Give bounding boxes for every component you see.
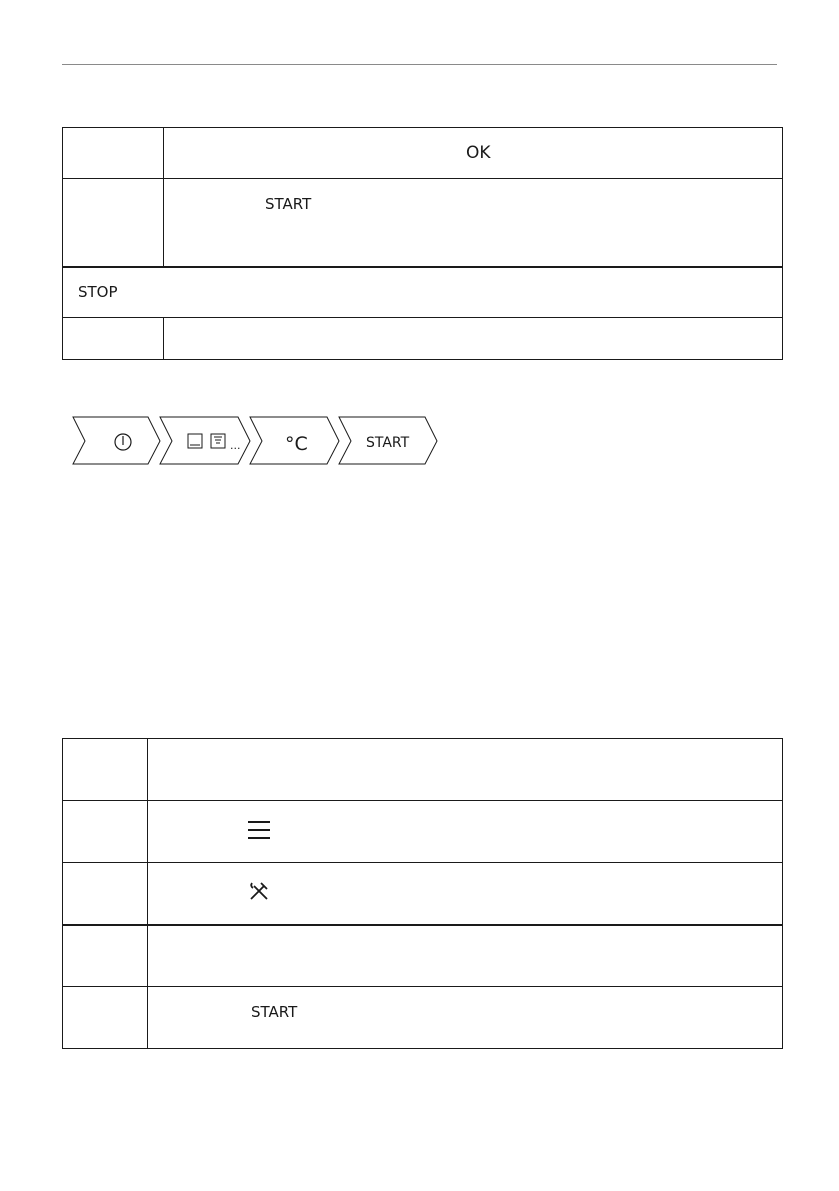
table-row [63,925,783,987]
heating-function-icons [188,434,225,448]
step-cell [63,987,148,1049]
instruction-table-2 [62,738,783,1049]
more-functions-ellipsis: ... [230,439,241,452]
start-label: START [265,195,312,213]
instruction-cell [148,739,783,801]
step-cell [63,318,164,360]
menu-icon [148,817,272,847]
table-row [63,987,783,1049]
stop-cell [63,267,783,318]
table-row [63,318,783,360]
start-label: START [251,1003,298,1021]
table-row [63,739,783,801]
table-row [63,267,783,318]
instruction-cell [164,318,783,360]
ok-label: OK [466,143,491,163]
instruction-cell [148,987,783,1049]
table-row [63,179,783,267]
instruction-cell [148,925,783,987]
instruction-cell [148,863,783,925]
instruction-table-1 [62,127,783,360]
cutlery-icon [148,880,270,906]
flow-step-power [73,417,160,464]
power-icon [115,434,131,450]
stop-label: STOP [78,283,118,302]
step-cell [63,739,148,801]
header-rule [62,64,777,65]
step-cell [63,179,164,267]
table-row [63,128,783,179]
step-cell [63,128,164,179]
instruction-cell [148,801,783,863]
table-row [63,863,783,925]
step-cell [63,925,148,987]
temperature-label: °C [285,433,308,455]
operation-flow [70,414,442,472]
table-row [63,801,783,863]
step-cell [63,863,148,925]
instruction-cell [164,128,783,179]
start-label: START [366,435,410,451]
step-cell [63,801,148,863]
instruction-cell [164,179,783,267]
